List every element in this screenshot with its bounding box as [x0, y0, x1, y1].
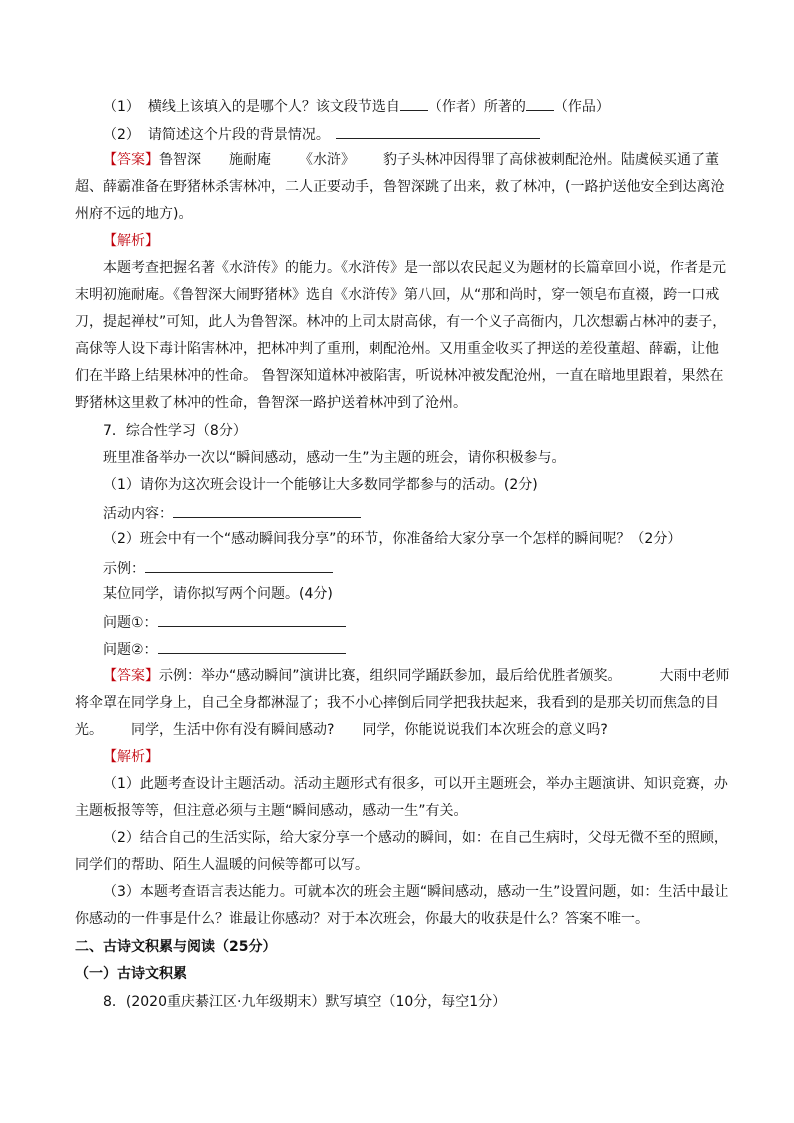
- q7-analysis-line: （3）本题考查语言表达能力。可就本次的班会主题“瞬间感动，感动一生”设置问题，如：生活中最让: [103, 884, 729, 900]
- q6-analysis-line: 野猪林这里救了林冲的性命，鲁智深一路护送着林冲到了沧州。: [75, 395, 467, 411]
- q8-title: 8．(2020重庆綦江区·九年级期末）默写填空（10分，每空1分）: [103, 994, 507, 1010]
- q6-answer-author: 施耐庵: [229, 152, 271, 168]
- q6-sub2: [103, 124, 540, 144]
- q6-analysis-line: 刀，提起禅杖”可知，此人为鲁智深。林冲的上司太尉高俅，有一个义子高衙内，几次想霸占林冲的妻子，: [75, 314, 727, 330]
- q7-activity-row: [103, 503, 361, 523]
- q7-title: 7．综合性学习（8分）: [103, 423, 247, 439]
- section-2-title: 二、古诗文积累与阅读（25分）: [75, 939, 277, 955]
- question1-label: 问题①：: [103, 615, 158, 631]
- q7-answer-part: 光。: [75, 722, 103, 738]
- q7-answer-part: 同学，你能说说我们本次班会的意义吗?: [362, 722, 608, 738]
- q6-sub1-middle: （作者）所著的: [427, 99, 526, 115]
- example-label: 示例：: [103, 561, 145, 577]
- question2-blank: [158, 639, 346, 654]
- q6-analysis-line: 末明初施耐庵。《鲁智深大闹野猪林》选自《水浒传》第八回，从“那和尚时，穿一领皂布直裰，跨一口戒: [75, 287, 720, 303]
- q7-question1-row: [103, 612, 346, 632]
- example-blank: [145, 558, 333, 573]
- background-blank: [336, 124, 540, 139]
- section-2-subtitle: （一）古诗文积累: [75, 966, 187, 982]
- activity-label: 活动内容：: [103, 506, 173, 522]
- q6-sub1-number: （1）: [103, 99, 140, 115]
- q7-answer-line-2: 将伞罩在同学身上，自己全身都淋湿了；我不小心摔倒后同学把我扶起来，我看到的是那关切而焦急的目: [75, 695, 719, 711]
- q6-analysis-line: 本题考查把握名著《水浒传》的能力。《水浒传》是一部以农民起义为题材的长篇章回小说，作者是元: [103, 260, 726, 276]
- q6-sub2-number: （2）: [103, 127, 140, 143]
- q6-sub2-prompt: 请简述这个片段的背景情况。: [147, 127, 330, 143]
- q7-analysis-line: （2）结合自己的生活实际，给大家分享一个感动的瞬间，如：在自己生病时，父母无微不至的照顾，: [103, 830, 728, 846]
- q6-analysis-line: 们在半路上结果林冲的性命。 鲁智深知道林冲被陷害，听说林冲被发配沧州，一直在暗地里跟着，果然在: [75, 368, 724, 384]
- q7-answer-part: 示例：举办“感动瞬间”演讲比赛，组织同学踊跃参加，最后给优胜者颁奖。: [159, 668, 622, 684]
- question1-blank: [158, 612, 346, 627]
- answer-tag: 【答案】: [103, 668, 159, 684]
- q6-sub1-end: （作品）: [553, 99, 610, 115]
- q7-analysis-line: （1）此题考查设计主题活动。活动主题形式有很多，可以开主题班会，举办主题演讲、知识竞赛，办: [103, 776, 728, 792]
- q7-answer-line-3: [75, 721, 608, 739]
- q6-answer-line-3: 州府不远的地方)。: [75, 206, 193, 222]
- q6-answer-background: 豹子头林冲因得罪了高俅被刺配沧州。陆虞候买通了董: [383, 152, 719, 168]
- q7-analysis-line: 同学们的帮助、陌生人温暖的问候等都可以写。: [75, 857, 369, 873]
- author-blank: [400, 96, 428, 111]
- q7-answer-line-1: [103, 667, 730, 685]
- question2-label: 问题②：: [103, 642, 158, 658]
- q6-answer-person: 鲁智深: [159, 152, 201, 168]
- q6-analysis-line: 高俅等人设下毒计陷害林冲，把林冲判了重刑，刺配沧州。又用重金收买了押送的差役董超、薛霸，让他: [75, 341, 719, 357]
- work-blank: [526, 96, 554, 111]
- q7-sub2: （2）班会中有一个“感动瞬间我分享”的环节，你准备给大家分享一个怎样的瞬间呢？（2分）: [103, 531, 682, 547]
- q7-sub1: （1）请你为这次班会设计一个能够让大多数同学都参与的活动。(2分): [103, 477, 538, 493]
- q7-analysis-line: 主题板报等等，但注意必须与主题“瞬间感动，感动一生”有关。: [75, 803, 468, 819]
- q6-answer-line-2: 超、薛霸准备在野猪林杀害林冲，二人正要动手，鲁智深跳了出来，救了林冲，(一路护送他安全到达离沧: [75, 179, 725, 195]
- q6-analysis-tag: 【解析】: [103, 233, 159, 249]
- q7-intro: 班里准备举办一次以“瞬间感动，感动一生”为主题的班会，请你积极参与。: [103, 450, 566, 466]
- q7-answer-part: 同学，生活中你有没有瞬间感动?: [131, 722, 335, 738]
- q7-example-row: [103, 558, 333, 578]
- q7-analysis-line: 你感动的一件事是什么？谁最让你感动？对于本次班会，你最大的收获是什么？答案不唯一。: [75, 911, 649, 927]
- q6-sub1-prompt: 横线上该填入的是哪个人？该文段节选自: [147, 99, 400, 115]
- q6-answer-work: 《水浒》: [299, 152, 355, 168]
- q7-answer-part: 大雨中老师: [659, 668, 730, 684]
- q7-sub3: 某位同学，请你拟写两个问题。(4分): [103, 586, 333, 602]
- q6-answer-line-1: [103, 151, 719, 169]
- answer-tag: 【答案】: [103, 152, 159, 168]
- q6-sub1: [103, 96, 610, 116]
- q7-question2-row: [103, 639, 346, 659]
- q7-analysis-tag: 【解析】: [103, 749, 159, 765]
- activity-blank: [173, 503, 361, 518]
